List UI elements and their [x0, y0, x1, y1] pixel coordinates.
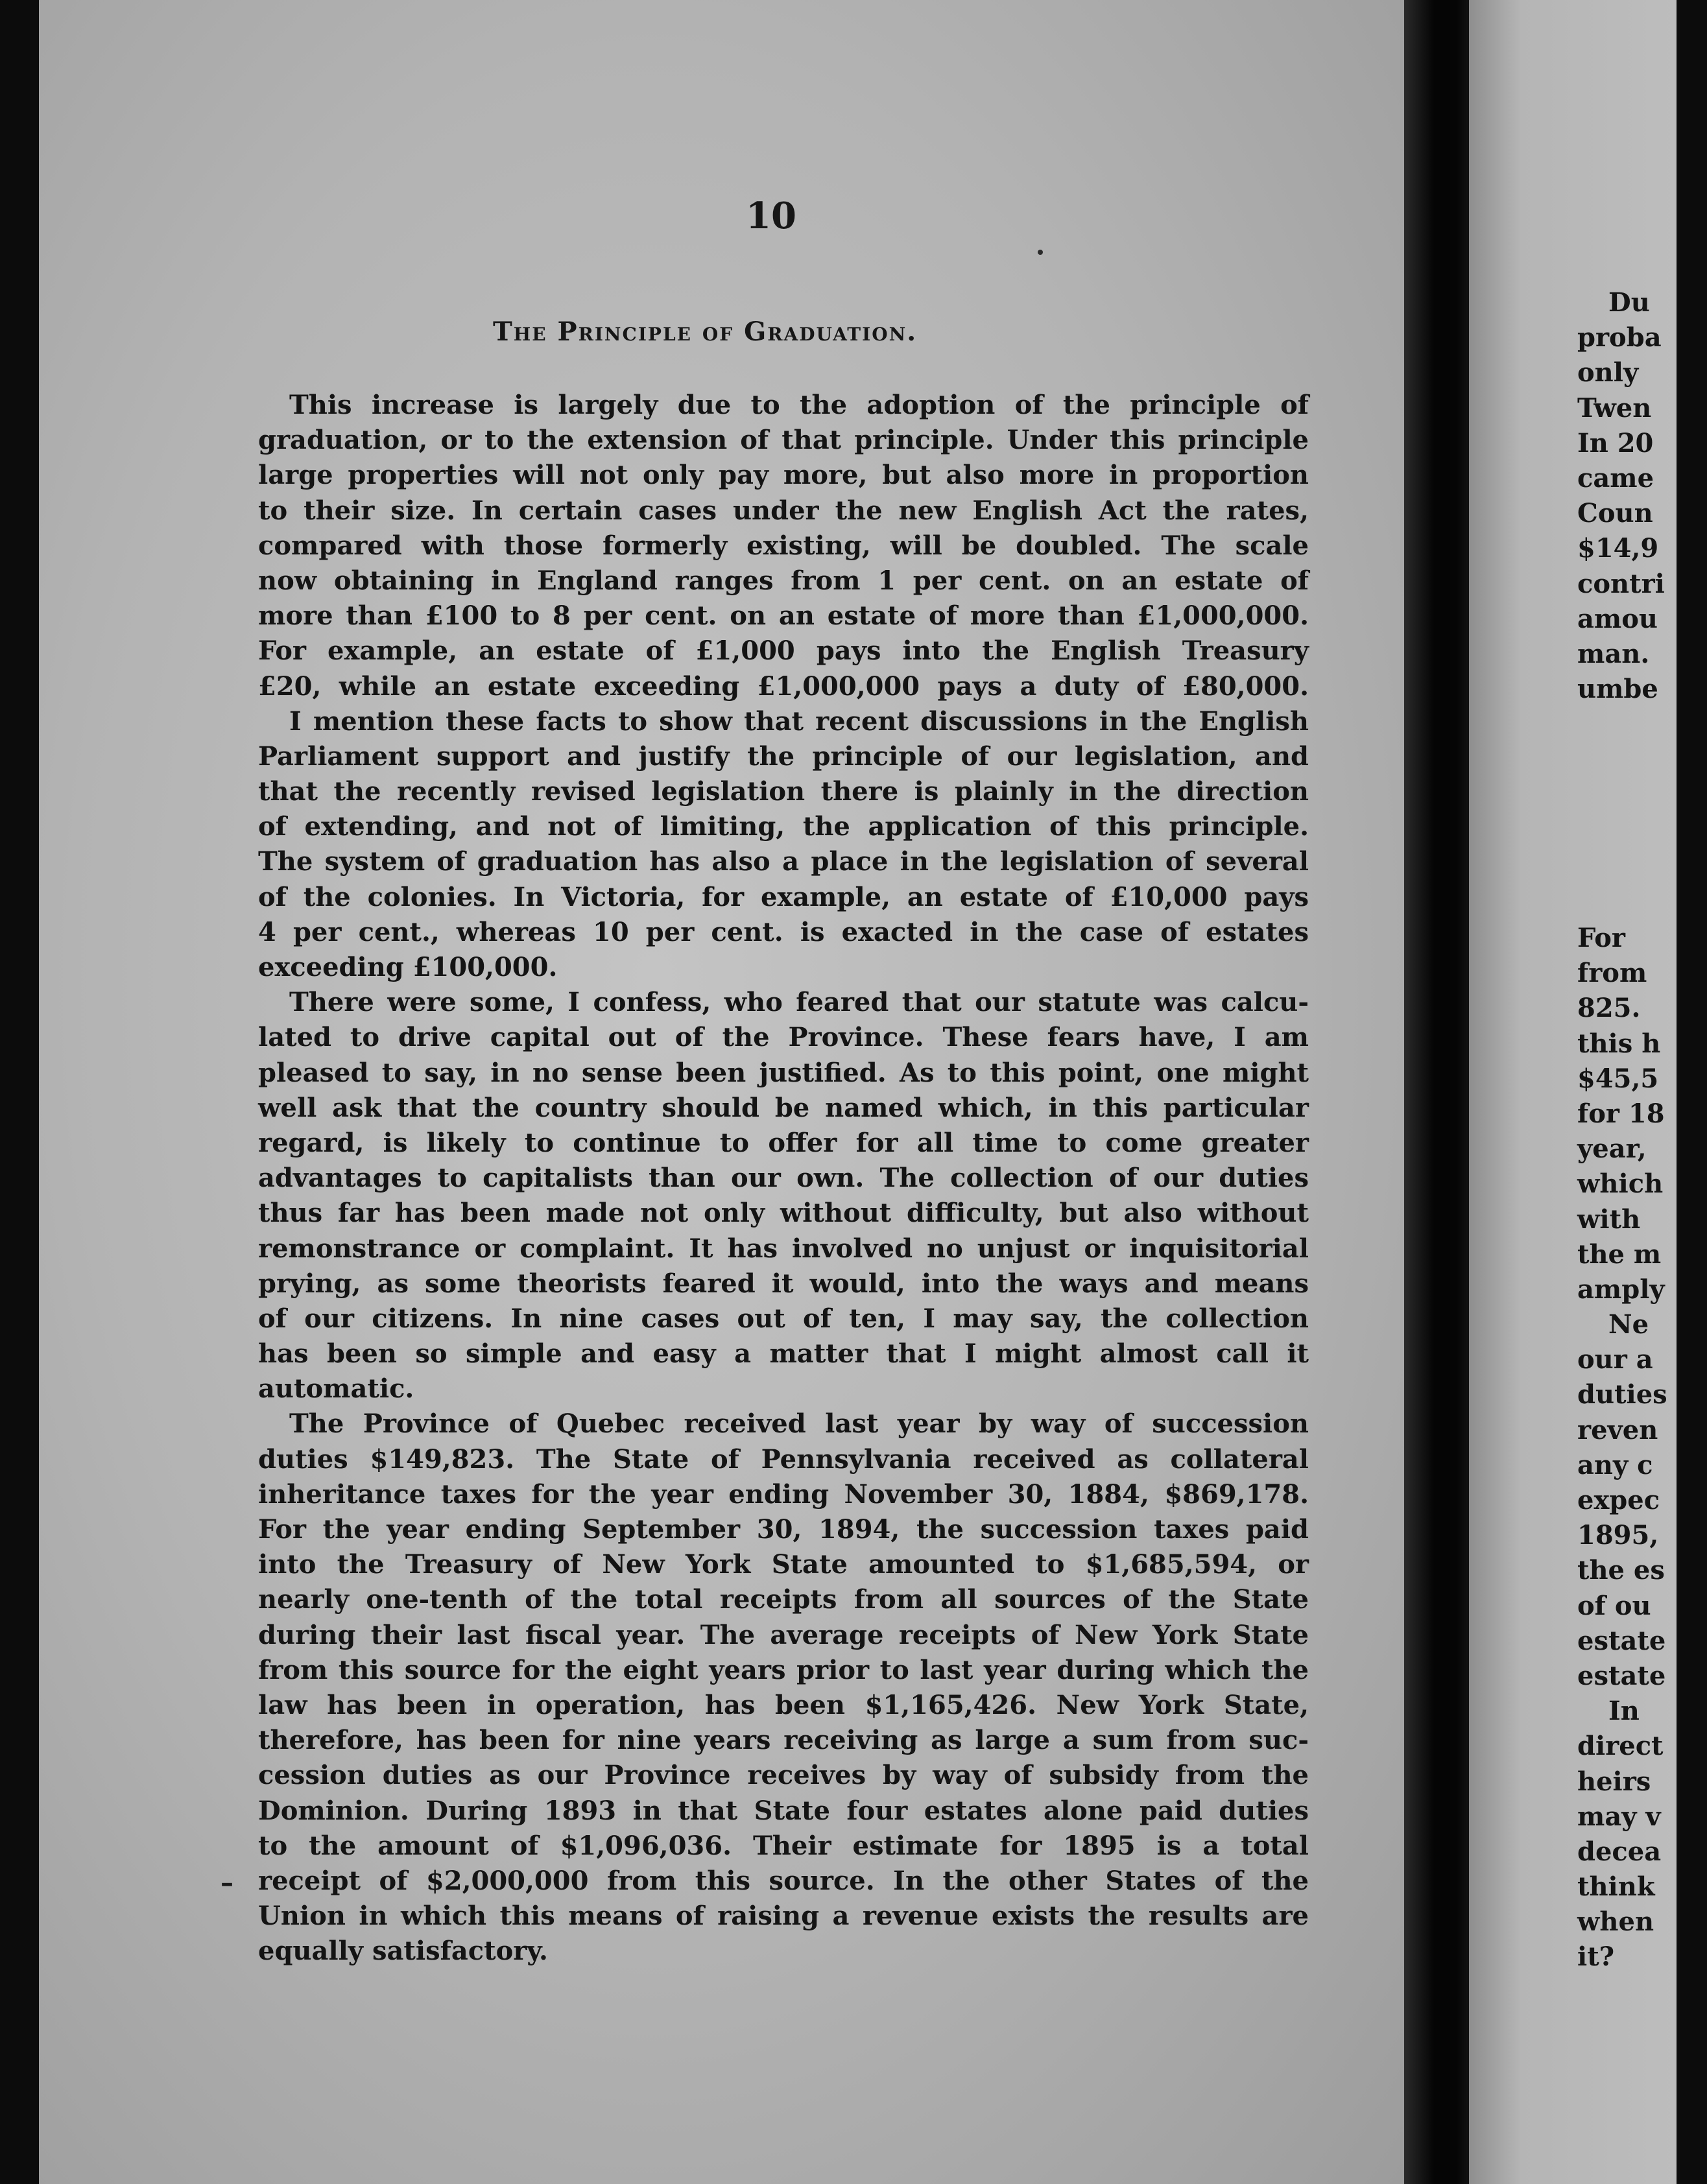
text-line: law has been in operation, has been $1,165,426. New York State,: [258, 1689, 1309, 1720]
facing-line: amply: [1577, 1274, 1665, 1305]
facing-line: 1895,: [1577, 1520, 1659, 1551]
facing-line: came: [1577, 462, 1654, 493]
text-line: inheritance taxes for the year ending November 30, 1884, $869,178.: [258, 1478, 1309, 1510]
facing-line: man.: [1577, 638, 1650, 669]
facing-line: amou: [1577, 603, 1658, 634]
facing-line: $14,9: [1577, 533, 1659, 564]
text-line: more than £100 to 8 per cent. on an estate of more than £1,000,000.: [258, 600, 1309, 632]
facing-line: from: [1577, 958, 1647, 989]
facing-line: Ne: [1608, 1309, 1649, 1340]
page-number: 10: [746, 195, 796, 237]
facing-line: expec: [1577, 1485, 1660, 1515]
paragraph-english-parliament: [258, 704, 1309, 986]
text-line: £20, while an estate exceeding £1,000,000 pays a duty of £80,000.: [258, 671, 1309, 702]
text-line: The system of graduation has also a place in the legislation of several: [258, 846, 1309, 877]
facing-line: of ou: [1577, 1590, 1651, 1621]
text-line: The Province of Quebec received last year by way of succession: [289, 1408, 1309, 1440]
text-line: This increase is largely due to the adoption of the principle of: [289, 390, 1309, 420]
facing-line: contri: [1577, 568, 1665, 599]
text-line: equally satisfactory.: [258, 1936, 548, 1967]
text-line: graduation, or to the extension of that principle. Under this principle: [258, 425, 1309, 456]
text-line: For example, an estate of £1,000 pays into the English Treasury: [258, 635, 1309, 667]
facing-line: estate: [1577, 1625, 1666, 1656]
text-line: that the recently revised legislation there is plainly in the direction: [258, 776, 1309, 807]
text-line: of extending, and not of limiting, the application of this principle.: [258, 811, 1309, 842]
text-line: Parliament support and justify the principle of our legislation, and: [258, 741, 1309, 772]
text-line: into the Treasury of New York State amounted to $1,685,594, or: [258, 1549, 1309, 1580]
facing-line: reven: [1577, 1414, 1658, 1445]
facing-line: may v: [1577, 1801, 1661, 1832]
section-title: The Principle of Graduation.: [493, 316, 918, 347]
facing-line: direct: [1577, 1731, 1664, 1762]
text-line: cession duties as our Province receives by way of subsidy from the: [258, 1760, 1309, 1791]
facing-line: which: [1577, 1169, 1664, 1200]
text-line: now obtaining in England ranges from 1 per cent. on an estate of: [258, 565, 1309, 596]
facing-line: decea: [1577, 1836, 1662, 1867]
facing-line: 825.: [1577, 993, 1641, 1024]
facing-line: proba: [1577, 322, 1662, 353]
text-line: of the colonies. In Victoria, for example, an estate of £10,000 pays: [258, 881, 1309, 912]
facing-line: In: [1608, 1696, 1640, 1727]
text-line: exceeding £100,000.: [258, 952, 558, 982]
text-line: compared with those formerly existing, will be doubled. The scale: [258, 530, 1309, 561]
text-line: to their size. In certain cases under the new English Act the rates,: [258, 495, 1309, 526]
text-line: For the year ending September 30, 1894, the succession taxes paid: [258, 1514, 1309, 1545]
text-line: large properties will not only pay more, but also more in proportion: [258, 460, 1309, 491]
text-line: to the amount of $1,096,036. Their estimate for 1895 is a total: [258, 1830, 1309, 1861]
facing-line: Du: [1608, 287, 1650, 318]
facing-line: for 18: [1577, 1098, 1665, 1129]
text-line: pleased to say, in no sense been justified. As to this point, one might: [258, 1057, 1309, 1088]
text-line: Dominion. During 1893 in that State four estates alone paid duties: [258, 1795, 1309, 1826]
book-gutter: [1404, 0, 1479, 2184]
facing-line: year,: [1577, 1134, 1647, 1165]
facing-line: it?: [1577, 1941, 1615, 1973]
facing-line: our a: [1577, 1344, 1653, 1375]
text-line: Union in which this means of raising a revenue exists the results are: [258, 1901, 1309, 1932]
text-line: during their last fiscal year. The average receipts of New York State: [258, 1619, 1309, 1650]
paragraph-succession-receipts: [258, 1407, 1309, 1969]
text-line: duties $149,823. The State of Pennsylvania received as collateral: [258, 1443, 1309, 1475]
text-line: of our citizens. In nine cases out of ten, I may say, the collection: [258, 1303, 1309, 1334]
text-line: prying, as some theorists feared it would, into the ways and means: [258, 1268, 1309, 1299]
facing-line: when: [1577, 1906, 1654, 1938]
text-line: I mention these facts to show that recent discussions in the English: [289, 706, 1309, 737]
text-line: lated to drive capital out of the Province. These fears have, I am: [258, 1022, 1309, 1053]
facing-line: In 20: [1577, 427, 1654, 458]
facing-line: estate: [1577, 1660, 1666, 1691]
facing-line: the es: [1577, 1555, 1665, 1586]
facing-line: the m: [1577, 1239, 1662, 1270]
text-line: well ask that the country should be named which, in this particular: [258, 1092, 1309, 1123]
text-line: thus far has been made not only without difficulty, but also without: [258, 1198, 1309, 1229]
body-text: [258, 388, 1309, 1969]
facing-line: this h: [1577, 1028, 1661, 1059]
text-line: advantages to capitalists than our own. The collection of our duties: [258, 1163, 1309, 1194]
facing-line: only: [1577, 357, 1639, 388]
facing-line: with: [1577, 1204, 1641, 1235]
margin-dash-mark: –: [221, 1868, 233, 1898]
facing-line: For: [1577, 923, 1625, 953]
facing-line: Twen: [1577, 392, 1652, 423]
facing-line: umbe: [1577, 674, 1658, 705]
facing-line: duties: [1577, 1379, 1667, 1410]
text-line: regard, is likely to continue to offer for all time to come greater: [258, 1127, 1309, 1158]
text-line: therefore, has been for nine years receiving as large a sum from suc-: [258, 1725, 1309, 1756]
text-line: remonstrance or complaint. It has involved no unjust or inquisitorial: [258, 1233, 1309, 1264]
text-line: 4 per cent., whereas 10 per cent. is exacted in the case of estates: [258, 916, 1309, 947]
facing-line: Coun: [1577, 498, 1653, 529]
facing-line: think: [1577, 1871, 1655, 1903]
facing-page-fragment-top: [1577, 285, 1707, 707]
facing-line: heirs: [1577, 1766, 1651, 1797]
facing-line: any c: [1577, 1449, 1653, 1480]
facing-line: $45,5: [1577, 1063, 1659, 1094]
text-line: has been so simple and easy a matter that I might almost call it: [258, 1338, 1309, 1370]
text-line: There were some, I confess, who feared that our statute was calcu-: [289, 987, 1309, 1018]
paragraph-capital-fears: [258, 985, 1309, 1407]
text-line: from this source for the eight years prior to last year during which the: [258, 1654, 1309, 1685]
text-line: nearly one-tenth of the total receipts from all sources of the State: [258, 1584, 1309, 1615]
text-line: receipt of $2,000,000 from this source. In the other States of the: [258, 1865, 1309, 1896]
facing-page-fragment-bottom: [1577, 921, 1707, 1975]
text-line: automatic.: [258, 1373, 414, 1405]
ink-speck: [1038, 250, 1043, 255]
paragraph-graduation: [258, 388, 1309, 704]
